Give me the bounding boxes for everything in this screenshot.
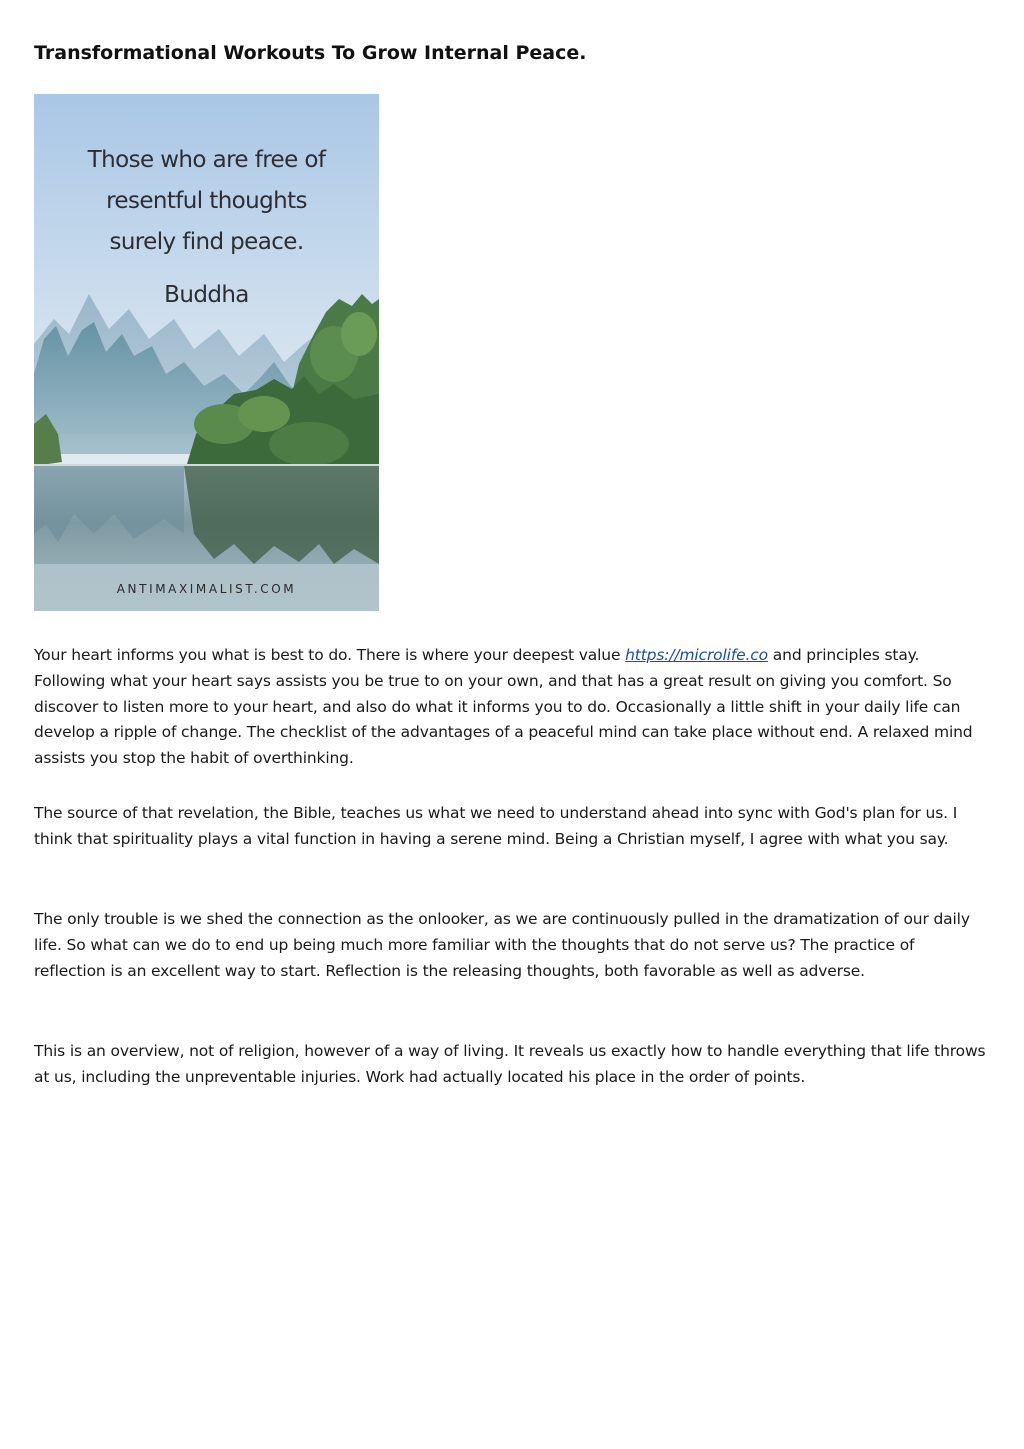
- poster-author: Buddha: [164, 282, 249, 308]
- paragraph: [34, 643, 990, 772]
- poster-quote-line: resentful thoughts: [106, 188, 307, 214]
- microlife-link[interactable]: https://microlife.co: [625, 646, 769, 664]
- poster-site-watermark: ANTIMAXIMALIST.COM: [116, 582, 297, 596]
- poster-quote-line: Those who are free of: [87, 147, 326, 173]
- poster-quote-line: surely find peace.: [109, 229, 304, 255]
- paragraph: The source of that revelation, the Bible, teaches us what we need to understand ahead into sync with God's plan for us. I think that spirituality plays a vital function in having a serene mind. Being a Christian myself, I agree with what you say.: [34, 804, 958, 848]
- paragraph: This is an overview, not of religion, however of a way of living. It reveals us exactly how to handle everything that life throws at us, including the unpreventable injuries. Work had actually located his place in the order of points.: [34, 1042, 986, 1086]
- poster-quote: [34, 140, 379, 263]
- paragraph: The only trouble is we shed the connection as the onlooker, as we are continuously pulled in the dramatization of our daily life. So what can we do to end up being much more familiar with the thoughts that do not serve us? The practice of reflection is an excellent way to start. Reflection is the releasing thoughts, both favorable as well as adverse.: [34, 910, 970, 980]
- paragraph-text: and principles stay. Following what your heart says assists you be true to on your own, and that has a great result on giving you comfort. So discover to listen more to your heart, and also do what it informs you to do. Occasionally a little shift in your daily life can develop a ripple of change. The checklist of the advantages of a peaceful mind can take place without end. A relaxed mind assists you stop the habit of overthinking.: [34, 646, 973, 768]
- page-title: Transformational Workouts To Grow Internal Peace.: [34, 42, 587, 64]
- quote-poster-image: [34, 94, 379, 611]
- paragraph-text: Your heart informs you what is best to do. There is where your deepest value: [34, 646, 626, 664]
